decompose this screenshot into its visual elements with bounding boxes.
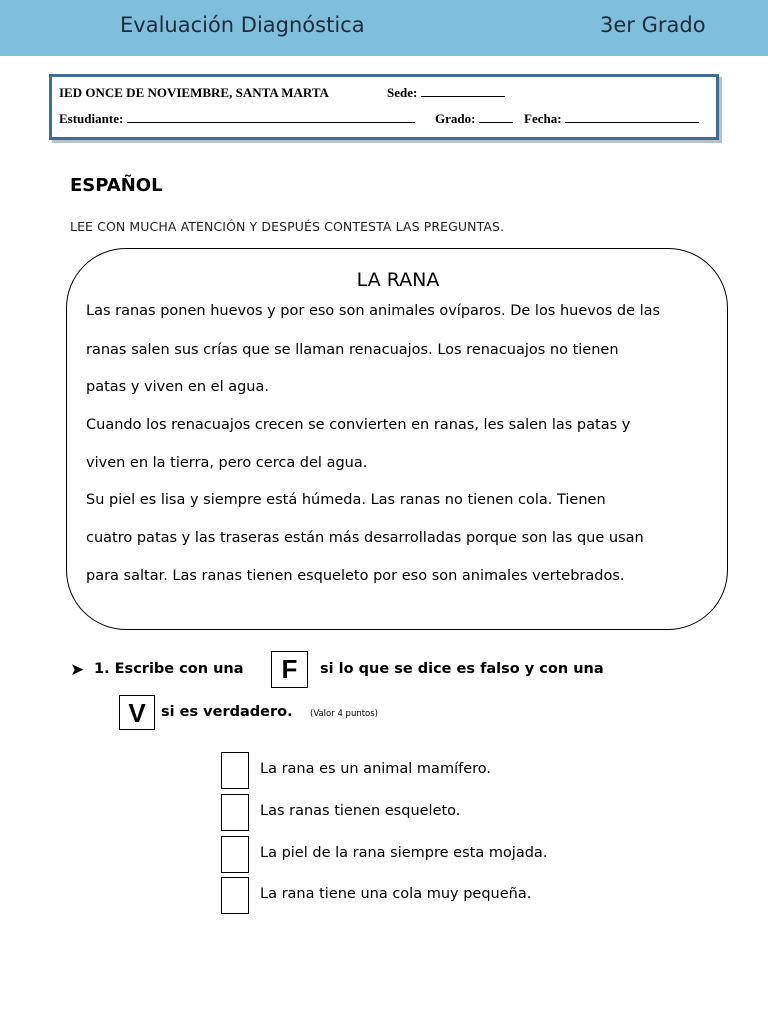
school-name: IED ONCE DE NOVIEMBRE, SANTA MARTA xyxy=(59,85,329,100)
statement-3: La piel de la rana siempre esta mojada. xyxy=(260,845,548,861)
student-name-field[interactable] xyxy=(127,111,415,123)
story-box xyxy=(66,248,728,630)
sede-field[interactable] xyxy=(421,85,505,97)
question-text-part-3: si es verdadero xyxy=(161,704,288,720)
grade-field[interactable] xyxy=(479,111,513,123)
statement-4: La rana tiene una cola muy pequeña. xyxy=(260,886,532,902)
question-text-part-2: si lo que se dice es falso y con una xyxy=(320,661,604,677)
points-note: (Valor 4 puntos) xyxy=(310,709,378,719)
question-text-part-1: Escribe con una xyxy=(114,661,244,677)
story-title: LA RANA xyxy=(356,269,440,291)
story-line: viven en la tierra, pero cerca del agua. xyxy=(86,455,368,471)
date-label: Fecha: xyxy=(524,111,562,126)
story-line: Cuando los renacuajos crecen se convierten en ranas, les salen las patas y xyxy=(86,417,631,433)
letter-f-box: F xyxy=(271,651,308,688)
date-field[interactable] xyxy=(565,111,699,123)
answer-box-4[interactable] xyxy=(221,877,249,914)
question-number: 1 xyxy=(94,661,105,677)
story-line: cuatro patas y las traseras están más desarrolladas porque son las que usan xyxy=(86,530,644,546)
page-title: Evaluación Diagnóstica xyxy=(120,13,365,37)
header-bar xyxy=(0,0,768,56)
grade-label: Grado: xyxy=(435,111,476,126)
student-label: Estudiante: xyxy=(59,111,124,126)
story-line: patas y viven en el agua. xyxy=(86,379,269,395)
story-line: Las ranas ponen huevos y por eso son animales ovíparos. De los huevos de las xyxy=(86,303,661,319)
arrow-bullet-icon: ➤ xyxy=(70,660,85,680)
answer-box-1[interactable] xyxy=(221,752,249,789)
answer-box-3[interactable] xyxy=(221,836,249,873)
question-1-line-1: 1. Escribe con una xyxy=(94,661,244,677)
statement-1: La rana es un animal mamífero. xyxy=(260,761,491,777)
subject-heading: ESPAÑOL xyxy=(70,175,163,196)
sede-label: Sede: xyxy=(387,85,418,100)
instruction-text: LEE CON MUCHA ATENCIÓN Y DESPUÉS CONTESTA LAS PREGUNTAS. xyxy=(70,219,505,234)
story-line: para saltar. Las ranas tienen esqueleto por eso son animales vertebrados. xyxy=(86,568,625,584)
statement-2: Las ranas tienen esqueleto. xyxy=(260,803,461,819)
story-line: ranas salen sus crías que se llaman renacuajos. Los renacuajos no tienen xyxy=(86,342,619,358)
answer-box-2[interactable] xyxy=(221,794,249,831)
letter-v-box: V xyxy=(119,695,155,730)
student-info-box xyxy=(49,74,719,140)
question-1-line-2: si es verdadero. xyxy=(161,704,293,720)
grade-title: 3er Grado xyxy=(600,13,706,37)
story-line: Su piel es lisa y siempre está húmeda. Las ranas no tienen cola. Tienen xyxy=(86,492,606,508)
